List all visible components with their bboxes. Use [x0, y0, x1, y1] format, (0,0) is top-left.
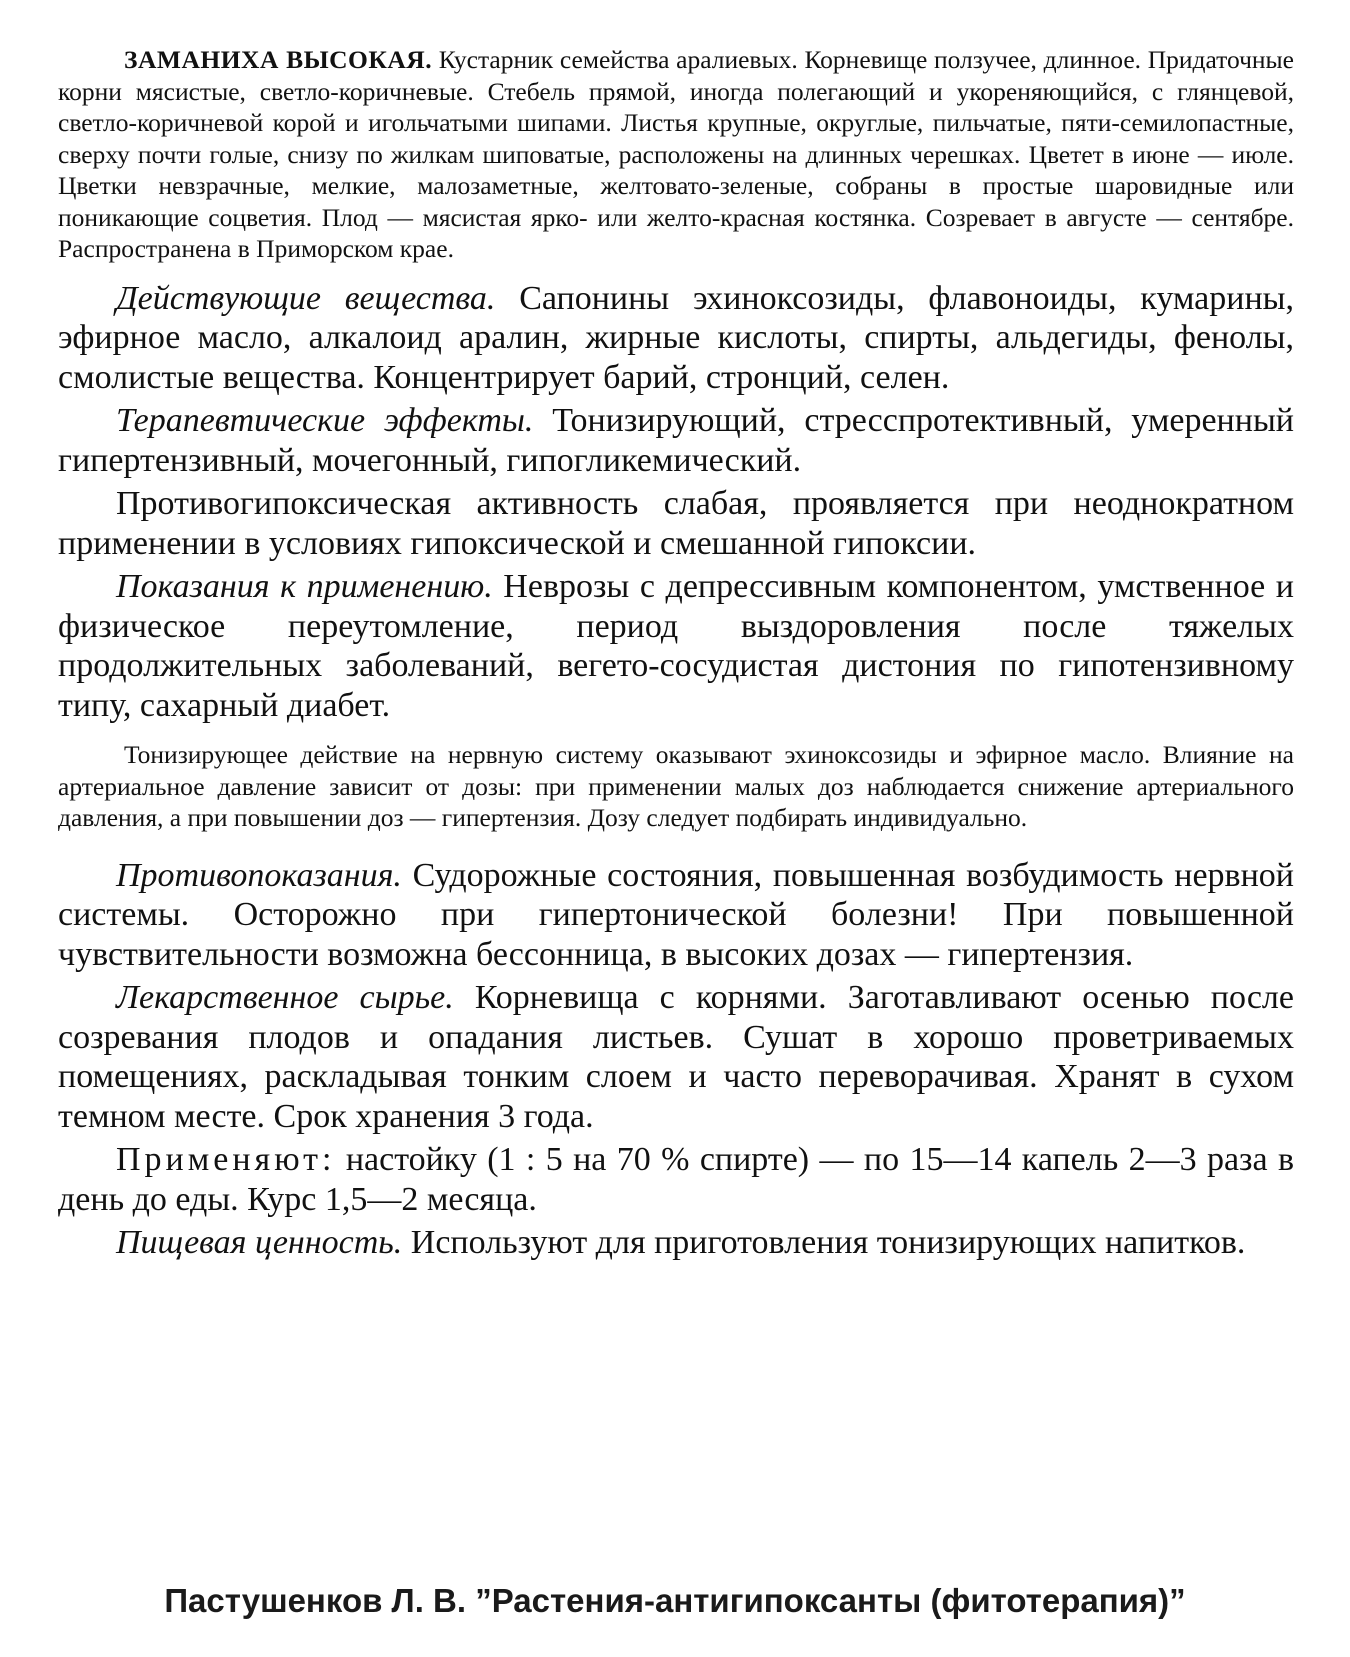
food-value-text: Используют для приготовления тонизирующих напитков.: [402, 1224, 1246, 1261]
raw-material-heading: Лекарственное сырье.: [116, 979, 454, 1016]
source-citation: Пастушенков Л. В. ”Растения-антигипоксанты (фитотерапия)”: [164, 1582, 1186, 1619]
therapeutic-effects-heading: Терапевтические эффекты.: [116, 402, 534, 439]
plant-title: ЗАМАНИХА ВЫСОКАЯ.: [124, 45, 433, 74]
antihypoxic-paragraph: [58, 484, 1294, 563]
indications-paragraph: [58, 567, 1294, 725]
note-paragraph: [58, 739, 1294, 834]
note-text: Тонизирующее действие на нервную систему оказывают эхиноксозиды и эфирное масло. Влияние на артериальное давление зависит от дозы: при применении малых доз наблюдается снижение артериального давления, а при повышении доз — гипертензия. Дозу следует подбирать индивидуально.: [58, 740, 1294, 832]
intro-paragraph: [58, 44, 1294, 265]
food-value-paragraph: [58, 1223, 1294, 1263]
active-substances-text: Сапонины эхиноксозиды, флавоноиды, кумарины, эфирное масло, алкалоид аралин, жирные кислоты, спирты, альдегиды, фенолы, смолистые вещества. Концентрирует барий, стронций, селен.: [58, 279, 1294, 396]
raw-material-paragraph: [58, 978, 1294, 1136]
intro-text: Кустарник семейства аралиевых. Корневище ползучее, длинное. Придаточные корни мясистые, светло-коричневые. Стебель прямой, иногда полегающий и укореняющийся, с глянцевой, светло-коричневой корой и игольчатыми шипами. Листья крупные, округлые, пильчатые, пяти-семилопастные, сверху почти голые, снизу по жилкам шиповатые, расположены на длинных черешках. Цветет в июне — июле. Цветки невзрачные, мелкие, малозаметные, желтовато-зеленые, собраны в простые шаровидные или поникающие соцветия. Плод — мясистая ярко- или желто-красная костянка. Созревает в августе — сентябре. Распространена в Приморском крае.: [58, 45, 1294, 263]
indications-heading: Показания к применению.: [116, 568, 493, 605]
active-substances-paragraph: [58, 279, 1294, 398]
contraindications-paragraph: [58, 856, 1294, 975]
usage-text: настойку (1 : 5 на 70 % спирте) — по 15—14 капель 2—3 раза в день до еды. Курс 1,5—2 месяца.: [58, 1141, 1294, 1218]
food-value-heading: Пищевая ценность.: [116, 1224, 403, 1261]
antihypoxic-text: Противогипоксическая активность слабая, проявляется при неоднократном применении в условиях гипоксической и смешанной гипоксии.: [58, 485, 1294, 562]
therapeutic-effects-text: Тонизирующий, стресспротективный, умеренный гипертензивный, мочегонный, гипогликемический.: [58, 402, 1294, 479]
usage-heading: Применяют:: [116, 1141, 336, 1178]
usage-paragraph: [58, 1140, 1294, 1219]
active-substances-heading: Действующие вещества.: [116, 279, 496, 317]
indications-text: Неврозы с депрессивным компонентом, умственное и физическое переутомление, период выздоровления после тяжелых продолжительных заболеваний, вегето-сосудистая дистония по гипотензивному типу, сахарный диабет.: [58, 568, 1294, 724]
therapeutic-effects-paragraph: [58, 401, 1294, 480]
raw-material-text: Корневища с корнями. Заготавливают осенью после созревания плодов и опадания листьев. Сушат в хорошо проветриваемых помещениях, раскладывая тонким слоем и часто переворачивая. Хранят в сухом темном месте. Срок хранения 3 года.: [58, 979, 1294, 1135]
contraindications-heading: Противопоказания.: [116, 856, 402, 894]
contraindications-text: Судорожные состояния, повышенная возбудимость нервной системы. Осторожно при гипертонической болезни! При повышенной чувствительности возможна бессонница, в высоких дозах — гипертензия.: [58, 856, 1294, 973]
